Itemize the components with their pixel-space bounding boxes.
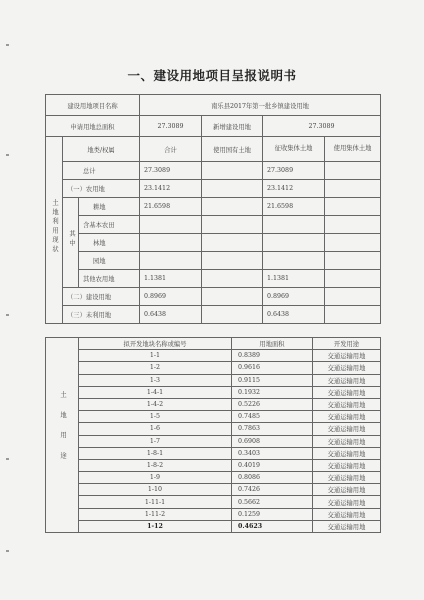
parcel-use-cell: 交通运输用地 xyxy=(313,435,381,447)
table-row xyxy=(46,411,381,423)
parcel-area-cell: 0.6908 xyxy=(232,435,313,447)
header-use-collective: 使用集体土地 xyxy=(325,137,381,162)
parcel-id-cell: 1-8-2 xyxy=(79,459,232,471)
parcel-header-row xyxy=(46,338,381,350)
table-row: 其他农用地 1.1381 1.1381 xyxy=(46,270,381,288)
parcel-id-cell: 1-3 xyxy=(79,374,232,386)
header-parcel-area: 用地面积 xyxy=(232,338,313,350)
parcel-use-cell: 交通运输用地 xyxy=(313,472,381,484)
table-row xyxy=(46,484,381,496)
header-total: 合计 xyxy=(140,137,202,162)
parcel-id-cell: 1-5 xyxy=(79,411,232,423)
parcel-area-cell: 0.4019 xyxy=(232,459,313,471)
parcel-id-cell: 1-11-1 xyxy=(79,496,232,508)
parcel-area-cell: 0.5662 xyxy=(232,496,313,508)
parcel-area-cell: 0.9616 xyxy=(232,362,313,374)
new-area-value: 27.3089 xyxy=(263,116,381,137)
table-row xyxy=(46,386,381,398)
parcel-id-cell: 1-10 xyxy=(79,484,232,496)
project-name-value: 南乐县2017年第一批乡镇建设用地 xyxy=(140,95,381,116)
parcel-area-cell: 0.3403 xyxy=(232,447,313,459)
table-row: 总计 27.3089 27.3089 xyxy=(46,162,381,180)
parcel-area-cell: 0.8086 xyxy=(232,472,313,484)
header-collect-land: 征收集体土地 xyxy=(263,137,325,162)
parcel-use-cell: 交通运输用地 xyxy=(313,386,381,398)
binding-mark xyxy=(6,314,9,316)
parcel-use-cell: 交通运输用地 xyxy=(313,362,381,374)
table-row xyxy=(46,496,381,508)
header-parcel-id: 拟开发地块名称或编号 xyxy=(79,338,232,350)
parcel-use-cell: 交通运输用地 xyxy=(313,447,381,459)
total-area-value: 27.3089 xyxy=(140,116,202,137)
table-row xyxy=(46,374,381,386)
parcel-use-cell: 交通运输用地 xyxy=(313,508,381,520)
land-use-header-row xyxy=(46,137,381,162)
table-row xyxy=(46,362,381,374)
total-area-row xyxy=(46,116,381,137)
binding-mark xyxy=(6,458,9,460)
table-row: 其中 耕地 21.6598 21.6598 xyxy=(46,198,381,216)
land-status-table xyxy=(45,94,381,324)
page-title: 一、建设用地项目呈报说明书 xyxy=(127,68,297,83)
parcel-use-cell: 交通运输用地 xyxy=(313,374,381,386)
total-area-label: 申请用地总面积 xyxy=(46,116,140,137)
parcel-table xyxy=(45,337,381,533)
binding-mark xyxy=(6,154,9,156)
parcel-use-cell: 交通运输用地 xyxy=(313,398,381,410)
parcel-id-cell: 1-2 xyxy=(79,362,232,374)
parcel-area-cell: 0.8389 xyxy=(232,350,313,362)
header-parcel-use: 开发用途 xyxy=(313,338,381,350)
table-row xyxy=(46,447,381,459)
parcel-area-cell: 0.7426 xyxy=(232,484,313,496)
parcel-id-cell: 1-12 xyxy=(79,520,232,532)
parcel-id-cell: 1-6 xyxy=(79,423,232,435)
table-row: 园地 xyxy=(46,252,381,270)
land-status-side-label: 土地利用现状 xyxy=(46,137,63,324)
parcel-use-cell: 交通运输用地 xyxy=(313,520,381,532)
binding-mark xyxy=(6,550,9,552)
subgroup-label: 其中 xyxy=(63,198,79,288)
project-name-row xyxy=(46,95,381,116)
project-name-label: 建设用地项目名称 xyxy=(46,95,140,116)
parcel-use-cell: 交通运输用地 xyxy=(313,496,381,508)
parcel-id-cell: 1-1 xyxy=(79,350,232,362)
table-row xyxy=(46,435,381,447)
table-row xyxy=(46,508,381,520)
parcel-use-cell: 交通运输用地 xyxy=(313,459,381,471)
table-row: （一）农用地 23.1412 23.1412 xyxy=(46,180,381,198)
table-row xyxy=(46,520,381,532)
parcel-id-cell: 1-4-2 xyxy=(79,398,232,410)
parcel-area-cell: 0.9115 xyxy=(232,374,313,386)
parcel-id-cell: 1-11-2 xyxy=(79,508,232,520)
table-row: 林地 xyxy=(46,234,381,252)
table-row xyxy=(46,350,381,362)
parcel-area-cell: 0.1932 xyxy=(232,386,313,398)
parcel-side-label: 土地用途 xyxy=(46,338,79,533)
parcel-area-cell: 0.7485 xyxy=(232,411,313,423)
parcel-area-cell: 0.5226 xyxy=(232,398,313,410)
table-row xyxy=(46,423,381,435)
header-state-land: 使用国有土地 xyxy=(202,137,263,162)
new-area-label: 新增建设用地 xyxy=(202,116,263,137)
table-row: 含基本农田 xyxy=(46,216,381,234)
parcel-use-cell: 交通运输用地 xyxy=(313,484,381,496)
parcel-area-cell: 0.4623 xyxy=(232,520,313,532)
binding-mark xyxy=(6,44,9,46)
header-category: 地类/权属 xyxy=(63,137,140,162)
table-row xyxy=(46,472,381,484)
parcel-use-cell: 交通运输用地 xyxy=(313,411,381,423)
table-row: （二）建设用地 0.8969 0.8969 xyxy=(46,288,381,306)
parcel-area-cell: 0.1259 xyxy=(232,508,313,520)
parcel-id-cell: 1-4-1 xyxy=(79,386,232,398)
table-row: （三）未利用地 0.6438 0.6438 xyxy=(46,306,381,324)
table-row xyxy=(46,398,381,410)
parcel-area-cell: 0.7863 xyxy=(232,423,313,435)
table-row xyxy=(46,459,381,471)
parcel-id-cell: 1-9 xyxy=(79,472,232,484)
parcel-use-cell: 交通运输用地 xyxy=(313,350,381,362)
parcel-id-cell: 1-7 xyxy=(79,435,232,447)
parcel-use-cell: 交通运输用地 xyxy=(313,423,381,435)
parcel-id-cell: 1-8-1 xyxy=(79,447,232,459)
